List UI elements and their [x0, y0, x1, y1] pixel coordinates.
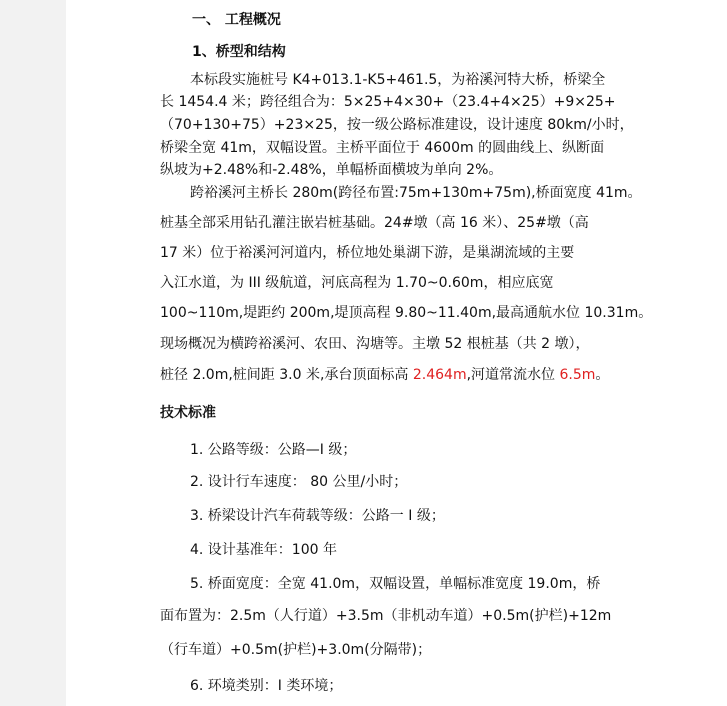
pile-cap-elevation-highlight: 2.464m	[412, 367, 467, 383]
paragraph2-last-middle: ,河道常流水位	[466, 367, 560, 383]
tech-item: 5. 桥面宽度：全宽 41.0m，双幅设置，单幅标准宽度 19.0m，桥	[190, 576, 601, 592]
water-level-highlight: 6.5m	[559, 367, 596, 383]
paragraph1-line: 纵坡为+2.48%和-2.48%，单幅桥面横坡为单向 2%。	[160, 162, 503, 178]
paragraph2-line: 入江水道，为 III 级航道，河底高程为 1.70~0.60m，相应底宽	[160, 275, 554, 291]
paragraph2-last-line	[160, 365, 609, 385]
paragraph1-line: 本标段实施桩号 K4+013.1-K5+461.5，为裕溪河特大桥，桥梁全	[190, 72, 606, 88]
paragraph2-line: 跨裕溪河主桥长 280m(跨径布置:75m+130m+75m),桥面宽度 41m。	[190, 185, 642, 201]
paragraph2-line: 现场概况为横跨裕溪河、农田、沟塘等。主墩 52 根桩基（共 2 墩），	[160, 336, 590, 352]
paragraph2-line: 桩基全部采用钻孔灌注嵌岩桩基础。24#墩（高 16 米）、25#墩（高	[160, 215, 589, 231]
subsection-title: 1、桥型和结构	[192, 44, 286, 60]
section-title: 一、 工程概况	[192, 12, 281, 28]
document-page	[66, 0, 727, 706]
paragraph2-last-suffix: 。	[595, 367, 610, 383]
tech-item: 4. 设计基准年：100 年	[190, 542, 337, 558]
paragraph1-line: （70+130+75）+23×25，按一级公路标准建设，设计速度 80km/小时，	[160, 117, 634, 133]
tech-item: 6. 环境类别：I 类环境；	[190, 678, 343, 694]
tech-item: 2. 设计行车速度： 80 公里/小时；	[190, 474, 408, 490]
tech-item: （行车道）+0.5m(护栏)+3.0m(分隔带)；	[160, 642, 432, 658]
tech-standards-heading: 技术标准	[160, 405, 216, 421]
tech-item: 3. 桥梁设计汽车荷载等级：公路一 I 级；	[190, 508, 445, 524]
paragraph2-line: 100~110m,堤距约 200m,堤顶高程 9.80~11.40m,最高通航水位 10.31m。	[160, 305, 653, 321]
paragraph1-line: 桥梁全宽 41m，双幅设置。主桥平面位于 4600m 的圆曲线上、纵断面	[160, 140, 605, 156]
paragraph1-line: 长 1454.4 米；跨径组合为：5×25+4×30+（23.4+4×25）+9×25+	[160, 94, 616, 110]
tech-item: 面布置为：2.5m（人行道）+3.5m（非机动车道）+0.5m(护栏)+12m	[160, 608, 612, 624]
tech-item: 1. 公路等级：公路—I 级；	[190, 442, 357, 458]
paragraph2-line: 17 米）位于裕溪河河道内，桥位地处巢湖下游，是巢湖流域的主要	[160, 245, 575, 261]
paragraph2-last-prefix: 桩径 2.0m,桩间距 3.0 米,承台顶面标高	[160, 367, 413, 383]
